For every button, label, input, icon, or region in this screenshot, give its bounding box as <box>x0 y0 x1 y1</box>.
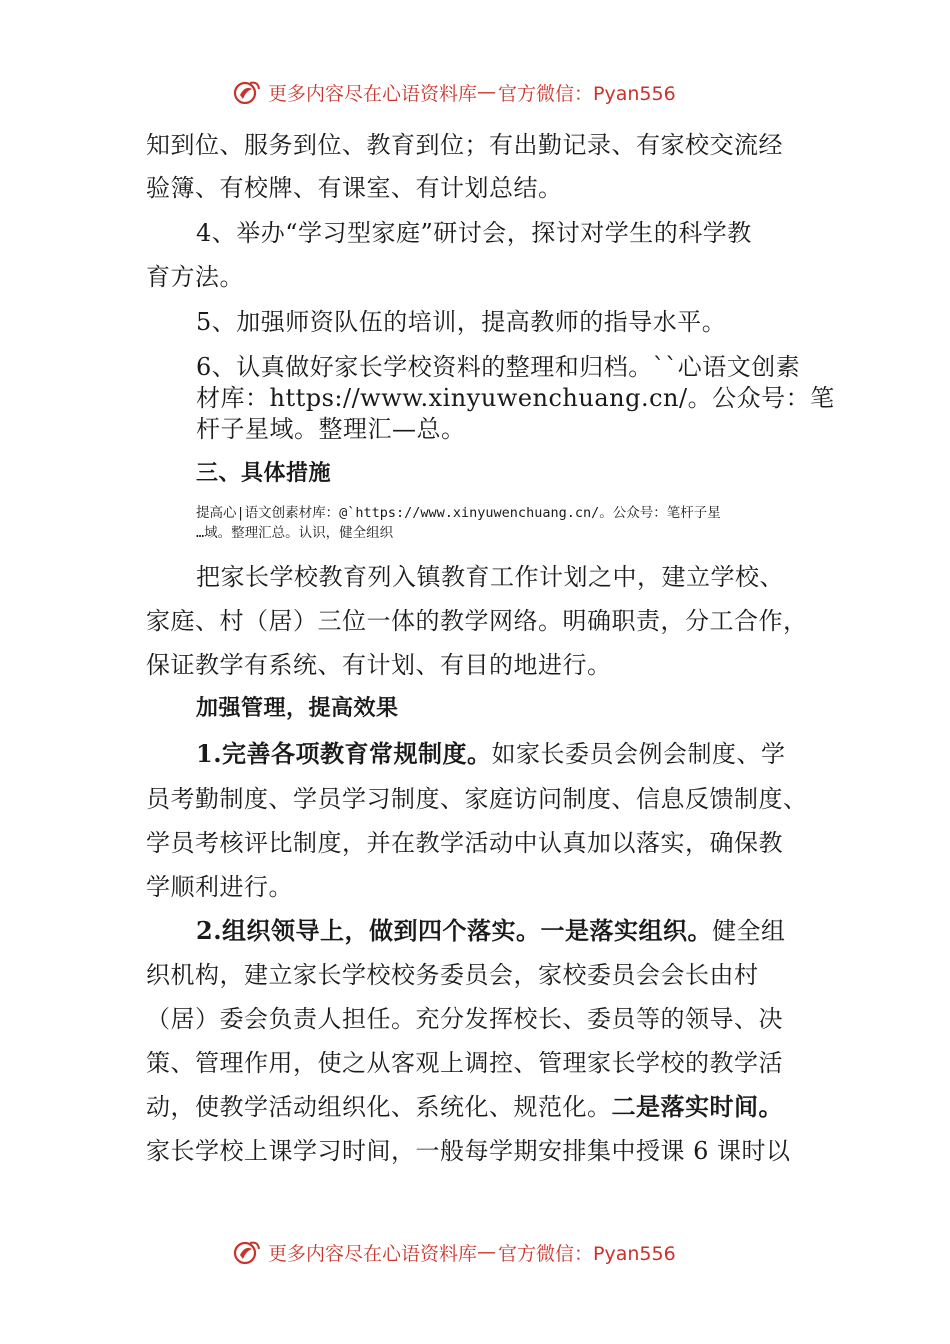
bold-lead: 2.组织领导上，做到四个落实。一是落实组织。 <box>196 916 713 945</box>
paragraph-line: 验簿、有校牌、有课室、有计划总结。 <box>146 174 563 202</box>
paragraph-line: 保证教学有系统、有计划、有目的地进行。 <box>146 651 612 679</box>
paragraph-line <box>196 739 786 769</box>
watermark-dash: — <box>477 81 497 103</box>
paragraph-line <box>146 1092 783 1122</box>
small-print-line: 提高心|语文创素材库：@`https://www.xinyuwenchuang.cn/。公众号：笔杆子星 <box>196 505 721 521</box>
watermark-wechat-text: 官方微信：Pyan556 <box>498 82 676 105</box>
watermark-banner-top <box>232 75 752 109</box>
watermark-banner-bottom <box>232 1235 752 1269</box>
library-logo-icon <box>232 1237 262 1267</box>
bold-lead: 1.完善各项教育常规制度。 <box>196 739 492 768</box>
text-run: 动，使教学活动组织化、系统化、规范化。 <box>146 1093 612 1121</box>
text-run: 如家长委员会例会制度、学 <box>491 740 786 768</box>
paragraph-line: 材库：https://www.xinyuwenchuang.cn/。公众号：笔 <box>196 384 835 412</box>
paragraph-line <box>196 916 786 946</box>
paragraph-line: 员考勤制度、学员学习制度、家庭访问制度、信息反馈制度、 <box>146 785 808 813</box>
paragraph-line: 4、举办“学习型家庭”研讨会，探讨对学生的科学教 <box>196 219 752 247</box>
paragraph-line: 5、加强师资队伍的培训，提高教师的指导水平。 <box>196 308 727 336</box>
paragraph-line: 学顺利进行。 <box>146 873 293 901</box>
paragraph-line: 把家长学校教育列入镇教育工作计划之中，建立学校、 <box>196 563 784 591</box>
paragraph-line: 知到位、服务到位、教育到位；有出勤记录、有家校交流经 <box>146 131 783 159</box>
paragraph-line: 家庭、村（居）三位一体的教学网络。明确职责，分工合作， <box>146 607 808 635</box>
paragraph-line: 育方法。 <box>146 263 244 291</box>
text-run: 健全组 <box>712 917 786 945</box>
watermark-wechat-text: 官方微信：Pyan556 <box>498 1242 676 1265</box>
paragraph-line: 家长学校上课学习时间，一般每学期安排集中授课 6 课时以 <box>146 1137 791 1165</box>
paragraph-line: 学员考核评比制度，并在教学活动中认真加以落实，确保教 <box>146 829 783 857</box>
library-logo-icon <box>232 77 262 107</box>
subheading: 加强管理，提高效果 <box>196 696 399 721</box>
bold-phrase: 二是落实时间。 <box>611 1092 783 1121</box>
paragraph-line: 策、管理作用，使之从客观上调控、管理家长学校的教学活 <box>146 1049 783 1077</box>
section-heading: 三、具体措施 <box>196 461 332 486</box>
small-print-line: …域。整理汇总。认识，健全组织 <box>196 525 394 541</box>
paragraph-line: 6、认真做好家长学校资料的整理和归档。``心语文创素 <box>196 353 801 381</box>
watermark-dash: — <box>477 1241 497 1263</box>
paragraph-line: 杆子星域。整理汇—总。 <box>196 415 466 443</box>
paragraph-line: 织机构，建立家长学校校务委员会，家校委员会会长由村 <box>146 961 759 989</box>
watermark-library-text: 更多内容尽在心语资料库 <box>268 1242 478 1265</box>
paragraph-line: （居）委会负责人担任。充分发挥校长、委员等的领导、决 <box>146 1005 783 1033</box>
watermark-library-text: 更多内容尽在心语资料库 <box>268 82 478 105</box>
